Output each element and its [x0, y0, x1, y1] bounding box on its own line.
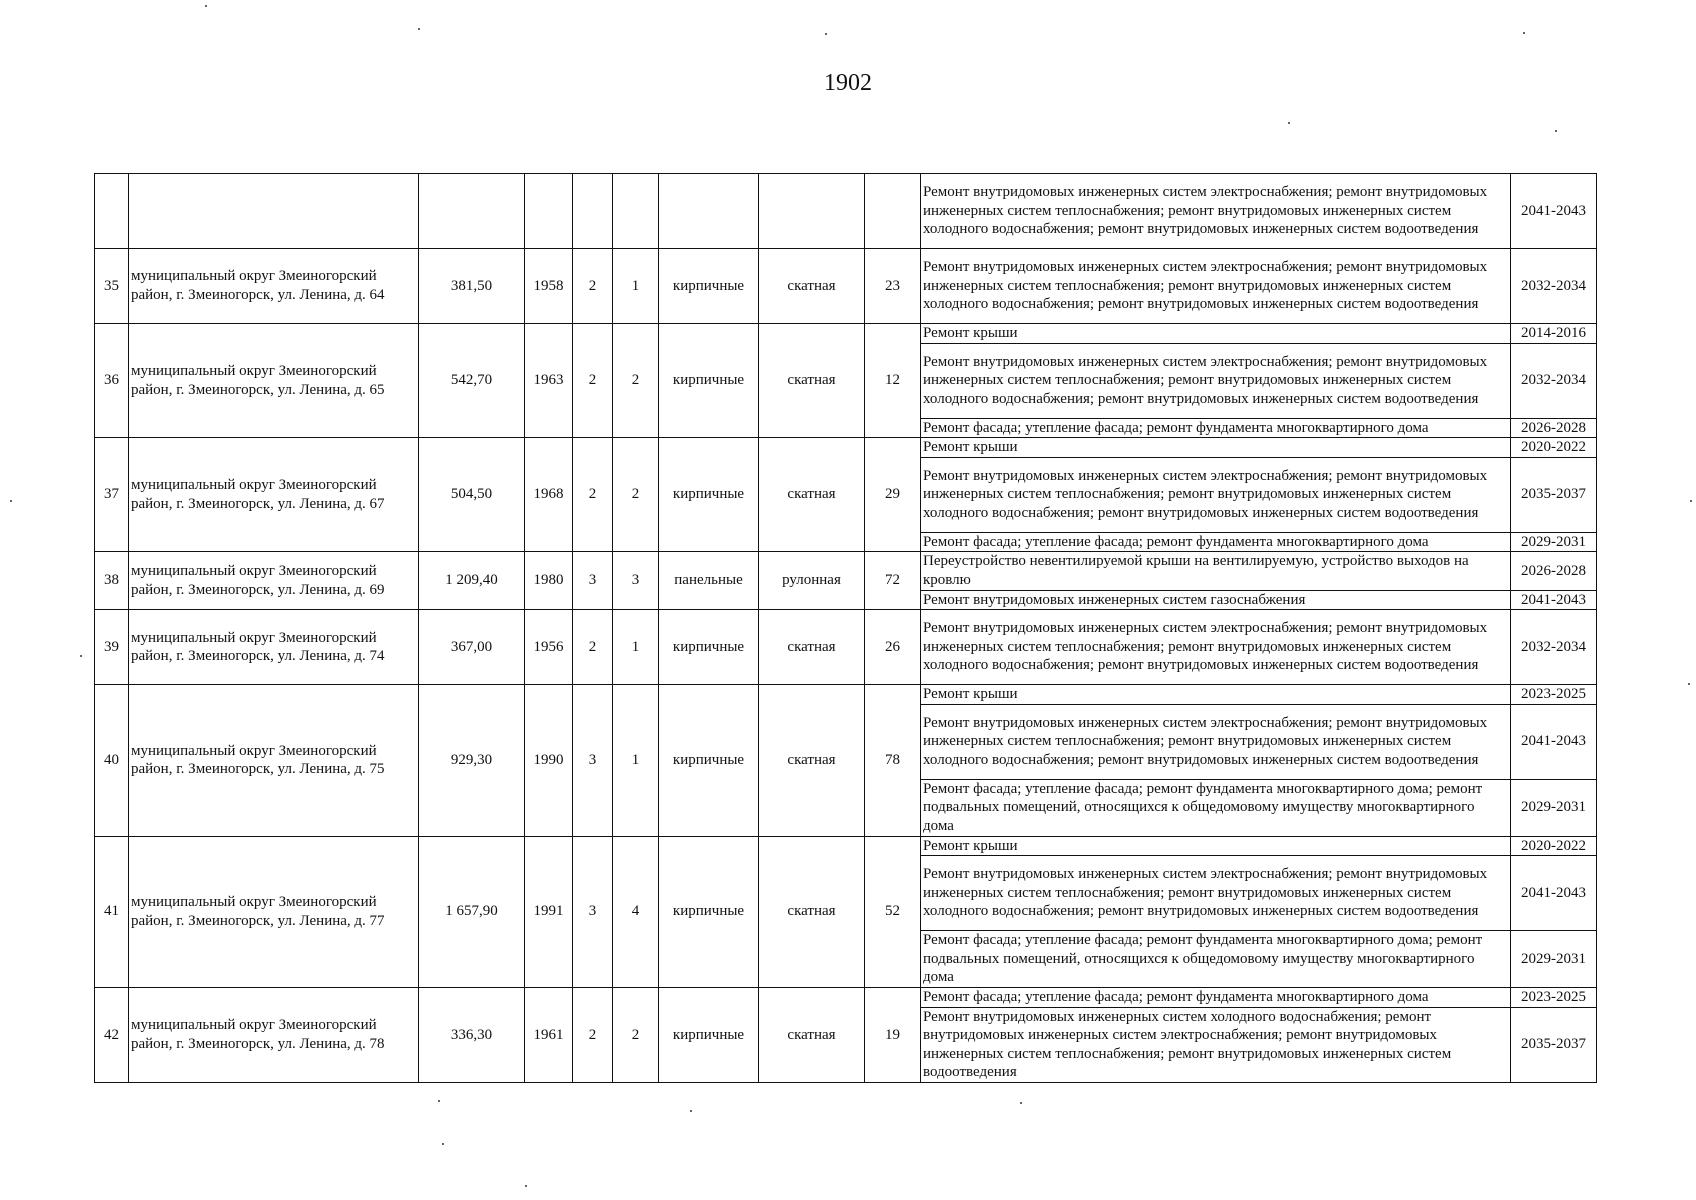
work-period: 2041-2043	[1511, 856, 1597, 931]
total-area: 929,30	[419, 685, 525, 836]
apartments-count: 29	[865, 438, 921, 552]
apartments-count: 26	[865, 610, 921, 685]
roof-type: скатная	[759, 836, 865, 987]
entrances-count: 2	[613, 438, 659, 552]
roof-type: скатная	[759, 249, 865, 324]
apartments-count: 23	[865, 249, 921, 324]
year-built: 1968	[525, 438, 573, 552]
work-period: 2014-2016	[1511, 324, 1597, 344]
floors-count: 2	[573, 987, 613, 1082]
work-description: Ремонт фасада; утепление фасада; ремонт фундамента многоквартирного дома	[921, 987, 1511, 1007]
year-built: 1963	[525, 324, 573, 438]
year-built: 1980	[525, 552, 573, 610]
roof-type: скатная	[759, 324, 865, 438]
scan-speck	[1523, 32, 1525, 34]
floors-count: 3	[573, 836, 613, 987]
scan-speck	[1020, 1102, 1022, 1104]
row-number	[95, 174, 129, 249]
scan-speck	[442, 1143, 444, 1145]
entrances-count: 2	[613, 987, 659, 1082]
building-address: муниципальный округ Змеиногорский район, г. Змеиногорск, ул. Ленина, д. 75	[129, 685, 419, 836]
work-description: Ремонт внутридомовых инженерных систем холодного водоснабжения; ремонт внутридомовых инженерных систем электроснабжения; ремонт внутридомовых инженерных систем теплоснабжения; ремонт внутридомовых инженерных систем водоотведения	[921, 1007, 1511, 1082]
apartments-count: 52	[865, 836, 921, 987]
table-body	[95, 174, 1597, 1083]
work-description: Ремонт внутридомовых инженерных систем электроснабжения; ремонт внутридомовых инженерных систем теплоснабжения; ремонт внутридомовых инженерных систем холодного водоснабжения; ремонт внутридомовых инженерных систем водоотведения	[921, 610, 1511, 685]
work-period: 2029-2031	[1511, 532, 1597, 552]
total-area: 504,50	[419, 438, 525, 552]
work-description: Ремонт внутридомовых инженерных систем электроснабжения; ремонт внутридомовых инженерных систем теплоснабжения; ремонт внутридомовых инженерных систем холодного водоснабжения; ремонт внутридомовых инженерных систем водоотведения	[921, 856, 1511, 931]
building-address: муниципальный округ Змеиногорский район, г. Змеиногорск, ул. Ленина, д. 67	[129, 438, 419, 552]
work-description: Ремонт фасада; утепление фасада; ремонт фундамента многоквартирного дома; ремонт подвальных помещений, относящихся к общедомовому имуществу многоквартирного дома	[921, 779, 1511, 836]
scan-speck	[1690, 500, 1692, 502]
scan-speck	[825, 33, 827, 35]
table-row	[95, 836, 1597, 856]
total-area: 367,00	[419, 610, 525, 685]
table-row	[95, 685, 1597, 705]
wall-material: кирпичные	[659, 987, 759, 1082]
scan-speck	[1688, 683, 1690, 685]
building-address: муниципальный округ Змеиногорский район, г. Змеиногорск, ул. Ленина, д. 77	[129, 836, 419, 987]
apartments-count: 12	[865, 324, 921, 438]
scan-speck	[438, 1100, 440, 1102]
wall-material: кирпичные	[659, 610, 759, 685]
year-built: 1958	[525, 249, 573, 324]
work-period: 2029-2031	[1511, 931, 1597, 988]
roof-type	[759, 174, 865, 249]
work-description: Ремонт крыши	[921, 438, 1511, 458]
roof-type: скатная	[759, 685, 865, 836]
row-number: 42	[95, 987, 129, 1082]
row-number: 36	[95, 324, 129, 438]
wall-material: кирпичные	[659, 438, 759, 552]
scan-speck	[418, 28, 420, 30]
apartments-count	[865, 174, 921, 249]
wall-material: кирпичные	[659, 685, 759, 836]
capital-repair-table	[94, 173, 1597, 1083]
scan-speck	[525, 1185, 527, 1187]
floors-count: 2	[573, 249, 613, 324]
work-period: 2032-2034	[1511, 249, 1597, 324]
work-period: 2029-2031	[1511, 779, 1597, 836]
building-address: муниципальный округ Змеиногорский район, г. Змеиногорск, ул. Ленина, д. 74	[129, 610, 419, 685]
apartments-count: 78	[865, 685, 921, 836]
work-period: 2026-2028	[1511, 552, 1597, 590]
scan-speck	[690, 1110, 692, 1112]
row-number: 39	[95, 610, 129, 685]
entrances-count: 3	[613, 552, 659, 610]
building-address: муниципальный округ Змеиногорский район, г. Змеиногорск, ул. Ленина, д. 78	[129, 987, 419, 1082]
scan-speck	[1555, 130, 1557, 132]
entrances-count: 1	[613, 685, 659, 836]
row-number: 40	[95, 685, 129, 836]
building-address: муниципальный округ Змеиногорский район, г. Змеиногорск, ул. Ленина, д. 65	[129, 324, 419, 438]
building-address: муниципальный округ Змеиногорский район, г. Змеиногорск, ул. Ленина, д. 69	[129, 552, 419, 610]
entrances-count: 2	[613, 324, 659, 438]
work-period: 2035-2037	[1511, 1007, 1597, 1082]
total-area	[419, 174, 525, 249]
page-number: 1902	[824, 70, 872, 96]
work-description: Ремонт внутридомовых инженерных систем электроснабжения; ремонт внутридомовых инженерных систем теплоснабжения; ремонт внутридомовых инженерных систем холодного водоснабжения; ремонт внутридомовых инженерных систем водоотведения	[921, 249, 1511, 324]
table-row	[95, 438, 1597, 458]
total-area: 1 657,90	[419, 836, 525, 987]
row-number: 41	[95, 836, 129, 987]
floors-count	[573, 174, 613, 249]
table-row	[95, 987, 1597, 1007]
floors-count: 2	[573, 324, 613, 438]
work-period: 2026-2028	[1511, 418, 1597, 438]
table-row	[95, 552, 1597, 590]
work-description: Ремонт крыши	[921, 685, 1511, 705]
floors-count: 3	[573, 685, 613, 836]
entrances-count: 1	[613, 610, 659, 685]
work-period: 2032-2034	[1511, 610, 1597, 685]
work-description: Переустройство невентилируемой крыши на вентилируемую, устройство выходов на кровлю	[921, 552, 1511, 590]
work-period: 2041-2043	[1511, 590, 1597, 610]
year-built: 1990	[525, 685, 573, 836]
floors-count: 2	[573, 610, 613, 685]
work-period: 2020-2022	[1511, 836, 1597, 856]
wall-material: кирпичные	[659, 324, 759, 438]
roof-type: скатная	[759, 610, 865, 685]
building-address	[129, 174, 419, 249]
work-period: 2020-2022	[1511, 438, 1597, 458]
row-number: 37	[95, 438, 129, 552]
floors-count: 3	[573, 552, 613, 610]
work-description: Ремонт внутридомовых инженерных систем электроснабжения; ремонт внутридомовых инженерных систем теплоснабжения; ремонт внутридомовых инженерных систем холодного водоснабжения; ремонт внутридомовых инженерных систем водоотведения	[921, 457, 1511, 532]
work-description: Ремонт внутридомовых инженерных систем газоснабжения	[921, 590, 1511, 610]
work-period: 2041-2043	[1511, 174, 1597, 249]
apartments-count: 19	[865, 987, 921, 1082]
roof-type: скатная	[759, 987, 865, 1082]
total-area: 542,70	[419, 324, 525, 438]
entrances-count: 4	[613, 836, 659, 987]
total-area: 1 209,40	[419, 552, 525, 610]
work-period: 2041-2043	[1511, 704, 1597, 779]
work-description: Ремонт фасада; утепление фасада; ремонт фундамента многоквартирного дома	[921, 418, 1511, 438]
building-address: муниципальный округ Змеиногорский район, г. Змеиногорск, ул. Ленина, д. 64	[129, 249, 419, 324]
row-number: 35	[95, 249, 129, 324]
wall-material	[659, 174, 759, 249]
wall-material: панельные	[659, 552, 759, 610]
table-row	[95, 324, 1597, 344]
work-description: Ремонт фасада; утепление фасада; ремонт фундамента многоквартирного дома	[921, 532, 1511, 552]
work-description: Ремонт фасада; утепление фасада; ремонт фундамента многоквартирного дома; ремонт подвальных помещений, относящихся к общедомовому имуществу многоквартирного дома	[921, 931, 1511, 988]
year-built: 1956	[525, 610, 573, 685]
work-description: Ремонт внутридомовых инженерных систем электроснабжения; ремонт внутридомовых инженерных систем теплоснабжения; ремонт внутридомовых инженерных систем холодного водоснабжения; ремонт внутридомовых инженерных систем водоотведения	[921, 343, 1511, 418]
work-description: Ремонт крыши	[921, 836, 1511, 856]
wall-material: кирпичные	[659, 836, 759, 987]
entrances-count	[613, 174, 659, 249]
scan-speck	[1288, 122, 1290, 124]
roof-type: рулонная	[759, 552, 865, 610]
table-row	[95, 610, 1597, 685]
scan-speck	[10, 500, 12, 502]
apartments-count: 72	[865, 552, 921, 610]
scan-speck	[80, 655, 82, 657]
work-period: 2035-2037	[1511, 457, 1597, 532]
year-built: 1991	[525, 836, 573, 987]
wall-material: кирпичные	[659, 249, 759, 324]
year-built	[525, 174, 573, 249]
table-row	[95, 174, 1597, 249]
row-number: 38	[95, 552, 129, 610]
total-area: 336,30	[419, 987, 525, 1082]
work-period: 2023-2025	[1511, 987, 1597, 1007]
work-period: 2023-2025	[1511, 685, 1597, 705]
year-built: 1961	[525, 987, 573, 1082]
scan-speck	[205, 5, 207, 7]
work-period: 2032-2034	[1511, 343, 1597, 418]
total-area: 381,50	[419, 249, 525, 324]
table-row	[95, 249, 1597, 324]
work-description: Ремонт крыши	[921, 324, 1511, 344]
roof-type: скатная	[759, 438, 865, 552]
floors-count: 2	[573, 438, 613, 552]
work-description: Ремонт внутридомовых инженерных систем электроснабжения; ремонт внутридомовых инженерных систем теплоснабжения; ремонт внутридомовых инженерных систем холодного водоснабжения; ремонт внутридомовых инженерных систем водоотведения	[921, 174, 1511, 249]
entrances-count: 1	[613, 249, 659, 324]
work-description: Ремонт внутридомовых инженерных систем электроснабжения; ремонт внутридомовых инженерных систем теплоснабжения; ремонт внутридомовых инженерных систем холодного водоснабжения; ремонт внутридомовых инженерных систем водоотведения	[921, 704, 1511, 779]
